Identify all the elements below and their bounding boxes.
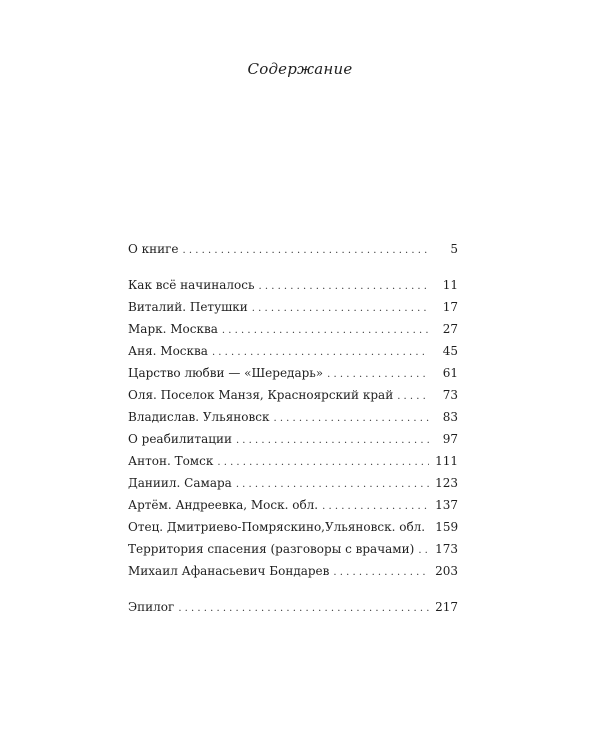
- toc-entry-title: Антон. Томск: [128, 454, 214, 468]
- toc-entry-title: Аня. Москва: [128, 344, 208, 358]
- toc-entry-page: 73: [442, 388, 458, 402]
- toc-entry-title: Владислав. Ульяновск: [128, 410, 270, 424]
- toc-entry-page: 203: [435, 564, 458, 578]
- toc-entry-page: 123: [435, 476, 458, 490]
- toc-leader-dots: [222, 325, 429, 336]
- toc-leader-dots: [183, 245, 429, 256]
- toc-entry-title: Артём. Андреевка, Моск. обл.: [128, 498, 319, 512]
- toc-entry-title: Территория спасения (разговоры с врачами): [128, 542, 415, 556]
- toc-leader-dots: [259, 281, 430, 292]
- toc-entry-title: О книге: [128, 242, 179, 256]
- page-title: Содержание: [247, 60, 353, 78]
- toc-leader-dots: [252, 303, 429, 314]
- toc-leader-dots: [322, 501, 429, 512]
- toc-entry-title: Оля. Поселок Манзя, Красноярский край: [128, 388, 394, 402]
- toc-entry[interactable]: [128, 242, 458, 264]
- toc-leader-dots: [178, 603, 429, 614]
- toc-entry-page: 97: [442, 432, 458, 446]
- section-spacer: [128, 586, 458, 600]
- toc-entry-title: Михаил Афанасьевич Бондарев: [128, 564, 330, 578]
- toc-entry-title: Даниил. Самара: [128, 476, 232, 490]
- toc-entry[interactable]: [128, 322, 458, 344]
- toc-entry[interactable]: [128, 278, 458, 300]
- toc-leader-dots: [236, 435, 429, 446]
- toc-leader-dots: [333, 567, 429, 578]
- toc-entry[interactable]: [128, 498, 458, 520]
- toc-entry-page: 45: [442, 344, 458, 358]
- toc-entry-title: О реабилитации: [128, 432, 232, 446]
- toc-entry-page: 137: [435, 498, 458, 512]
- toc-leader-dots: [217, 457, 429, 468]
- toc-entry-title: Марк. Москва: [128, 322, 218, 336]
- toc-entry[interactable]: [128, 520, 458, 542]
- toc-entry[interactable]: [128, 344, 458, 366]
- toc-entry[interactable]: [128, 600, 458, 622]
- toc-entry-page: 159: [435, 520, 459, 534]
- toc-entry-title: Эпилог: [128, 600, 175, 614]
- toc-entry-page: 17: [442, 300, 458, 314]
- toc-entry-page: 217: [435, 600, 458, 614]
- toc-leader-dots: [212, 347, 429, 358]
- toc-entry[interactable]: [128, 300, 458, 322]
- toc-entry-page: 11: [442, 278, 458, 292]
- toc-entry[interactable]: [128, 388, 458, 410]
- toc-entry-page: 27: [442, 322, 458, 336]
- toc-entry-page: 173: [435, 542, 458, 556]
- toc-leader-dots: [273, 413, 429, 424]
- toc-entry[interactable]: [128, 564, 458, 586]
- toc-entry[interactable]: [128, 476, 458, 498]
- toc-entry-title: Как всё начиналось: [128, 278, 255, 292]
- toc-entry[interactable]: [128, 410, 458, 432]
- toc-entry-page: 83: [442, 410, 458, 424]
- toc-entry-title: Отец. Дмитриево-Помряскино,Ульяновск. обл.: [128, 520, 426, 534]
- toc-entry[interactable]: [128, 366, 458, 388]
- toc-entry[interactable]: [128, 432, 458, 454]
- toc-entry-title: Виталий. Петушки: [128, 300, 248, 314]
- table-of-contents: [128, 242, 458, 622]
- toc-entry-page: 111: [435, 454, 458, 468]
- toc-leader-dots: [397, 391, 429, 402]
- toc-entry-page: 61: [442, 366, 458, 380]
- toc-entry[interactable]: [128, 454, 458, 476]
- toc-leader-dots: [327, 369, 429, 380]
- toc-leader-dots: [236, 479, 429, 490]
- section-spacer: [128, 264, 458, 278]
- toc-entry-page: 5: [450, 242, 458, 256]
- toc-leader-dots: [418, 545, 429, 556]
- toc-entry-title: Царство любви — «Шередарь»: [128, 366, 324, 380]
- toc-entry[interactable]: [128, 542, 458, 564]
